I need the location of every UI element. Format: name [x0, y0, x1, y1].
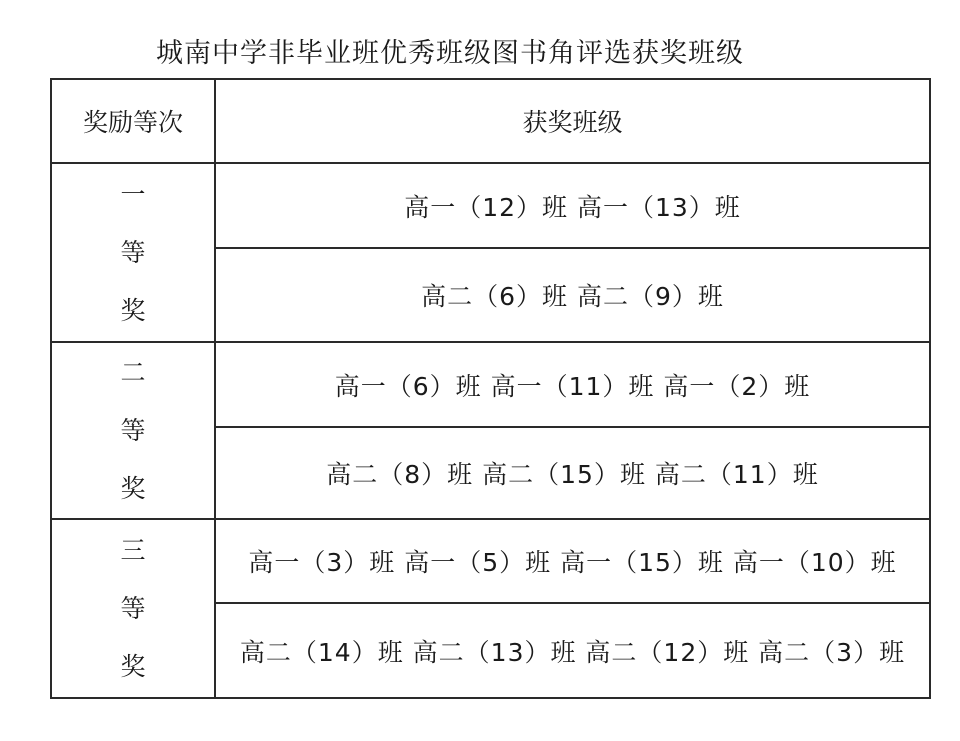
table-header-row — [51, 79, 930, 163]
table-row — [51, 519, 930, 603]
award-table — [50, 78, 931, 699]
award-level-char: 等 — [120, 593, 146, 623]
award-level-first — [51, 163, 215, 342]
award-level-third — [51, 519, 215, 698]
award-level-char: 三 — [120, 535, 146, 565]
header-winning-classes: 获奖班级 — [215, 79, 930, 163]
award-level-char: 一 — [120, 179, 146, 209]
award-level-char: 等 — [120, 415, 146, 445]
table-row — [51, 342, 930, 427]
winning-classes-cell: 高一（6）班 高一（11）班 高一（2）班 — [215, 342, 930, 427]
award-level-char: 奖 — [120, 295, 146, 325]
winning-classes-cell: 高一（3）班 高一（5）班 高一（15）班 高一（10）班 — [215, 519, 930, 603]
document-title: 城南中学非毕业班优秀班级图书角评选获奖班级 — [156, 38, 744, 69]
award-level-char: 奖 — [120, 651, 146, 681]
award-level-char: 二 — [120, 357, 146, 387]
winning-classes-cell: 高一（12）班 高一（13）班 — [215, 163, 930, 248]
winning-classes-cell: 高二（6）班 高二（9）班 — [215, 248, 930, 342]
header-award-level: 奖励等次 — [51, 79, 215, 163]
table-row — [51, 163, 930, 248]
winning-classes-cell: 高二（8）班 高二（15）班 高二（11）班 — [215, 427, 930, 519]
winning-classes-cell: 高二（14）班 高二（13）班 高二（12）班 高二（3）班 — [215, 603, 930, 698]
award-level-second — [51, 342, 215, 519]
award-level-char: 奖 — [120, 473, 146, 503]
award-level-char: 等 — [120, 237, 146, 267]
